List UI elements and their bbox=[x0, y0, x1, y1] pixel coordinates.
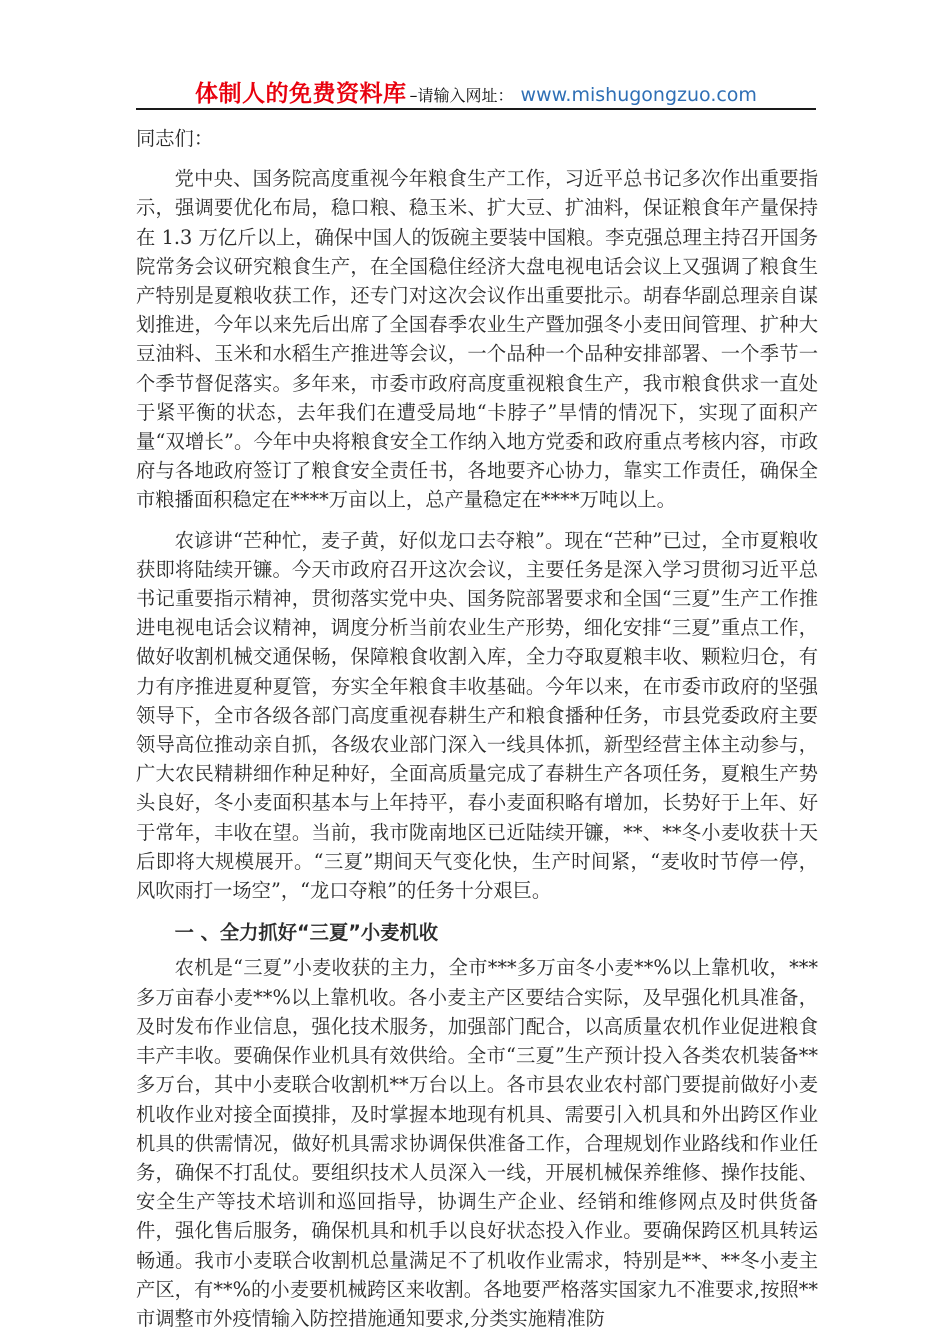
site-url-text[interactable]: www.mishugongzuo.com bbox=[520, 84, 757, 106]
site-watermark-header bbox=[136, 66, 816, 110]
salutation: 同志们： bbox=[136, 127, 214, 150]
section-paragraph-1: 农机是“三夏”小麦收获的主力，全市***多万亩冬小麦**%以上靠机收，***多万亩春小麦**%以上靠机收。各小麦主产区要结合实际，及早强化机具准备，及时发布作业信息，强化技术服务，加强部门配合，以高质量农机作业促进粮食丰产丰收。要确保作业机具有效供给。全市“三夏”生产预计投入各类农机装备**多万台，其中小麦联合收割机**万台以上。各市县农业农村部门要提前做好小麦机收作业对接全面摸排，及时掌握本地现有机具、需要引入机具和外出跨区作业机具的供需情况，做好机具需求协调保供准备工作，合理规划作业路线和作业任务，确保不打乱仗。要组织技术人员深入一线，开展机械保养维修、操作技能、安全生产等技术培训和巡回指导，协调生产企业、经销和维修网点及时供货备件，强化售后服务，确保机具和机手以良好状态投入作业。要确保跨区机具转运畅通。我市小麦联合收割机总量满足不了机收作业需求，特别是**、**冬小麦主产区，有**%的小麦要机械跨区来收割。各地要严格落实国家九不准要求,按照**市调整市外疫情输入防控措施通知要求,分类实施精准防 bbox=[136, 956, 818, 1330]
section-heading-1: 一 、全力抓好“三夏”小麦机收 bbox=[174, 921, 439, 945]
site-prompt-text: –请输入网址： bbox=[409, 86, 514, 105]
site-brand-text: 体制人的免费资料库 bbox=[195, 81, 407, 107]
body-paragraph-2: 农谚讲“芒种忙，麦子黄，好似龙口去夺粮”。现在“芒种”已过，全市夏粮收获即将陆续开镰。今天市政府召开这次会议，主要任务是深入学习贯彻习近平总书记重要指示精神，贯彻落实党中央、国务院部署要求和全国“三夏”生产工作推进电视电话会议精神，调度分析当前农业生产形势，细化安排“三夏”重点工作，做好收割机械交通保畅，保障粮食收割入库，全力夺取夏粮丰收、颗粒归仓，有力有序推进夏种夏管，夯实全年粮食丰收基础。今年以来，在市委市政府的坚强领导下，全市各级各部门高度重视春耕生产和粮食播种任务，市县党委政府主要领导高位推动亲自抓，各级农业部门深入一线具体抓，新型经营主体主动参与，广大农民精耕细作种足种好，全面高质量完成了春耕生产各项任务，夏粮生产势头良好，冬小麦面积基本与上年持平，春小麦面积略有增加，长势好于上年、好于常年，丰收在望。当前，我市陇南地区已近陆续开镰，**、**冬小麦收获十天后即将大规模展开。“三夏”期间天气变化快，生产时间紧，“麦收时节停一停，风吹雨打一场空”，“龙口夺粮”的任务十分艰巨。 bbox=[136, 528, 818, 903]
document-body bbox=[136, 124, 818, 1333]
body-paragraph-1: 党中央、国务院高度重视今年粮食生产工作，习近平总书记多次作出重要指示，强调要优化布局，稳口粮、稳玉米、扩大豆、扩油料，保证粮食年产量保持在 1.3 万亿斤以上，确保中国人的饭碗主要装中国粮。李克强总理主持召开国务院常务会议研究粮食生产，在全国稳住经济大盘电视电话会议上又强调了粮食生产特别是夏粮收获工作，还专门对这次会议作出重要批示。胡春华副总理亲自谋划推进，今年以来先后出席了全国春季农业生产暨加强冬小麦田间管理、扩种大豆油料、玉米和水稻生产推进等会议，一个品种一个品种安排部署、一个季节一个季节督促落实。多年来，市委市政府高度重视粮食生产，我市粮食供求一直处于紧平衡的状态，去年我们在遭受局地“卡脖子”旱情的情况下，实现了面积产量“双增长”。今年中央将粮食安全工作纳入地方党委和政府重点考核内容，市政府与各地政府签订了粮食安全责任书，各地要齐心协力，靠实工作责任，确保全市粮播面积稳定在****万亩以上，总产量稳定在****万吨以上。 bbox=[136, 167, 818, 512]
